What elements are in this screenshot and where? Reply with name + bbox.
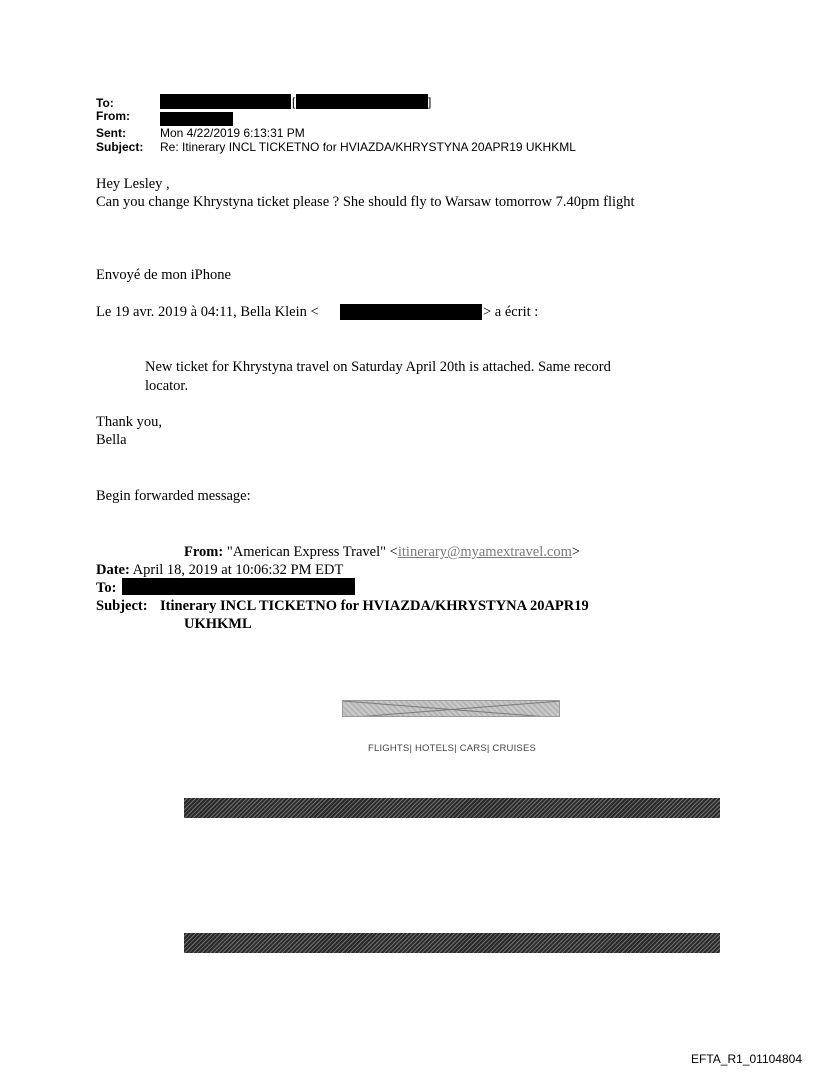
forwarded-from-label: From:: [184, 544, 224, 560]
forwarded-to-label: To:: [96, 580, 117, 596]
forwarded-date-line: [96, 561, 343, 579]
sender-name: Bella: [96, 432, 127, 448]
reply-message: Can you change Khrystyna ticket please ? She should fly to Warsaw tomorrow 7.40pm flight: [96, 194, 635, 210]
broken-image-icon: [342, 700, 560, 717]
redacted-from: [160, 112, 233, 126]
quote-intro: [96, 303, 319, 321]
sent-label: Sent:: [96, 126, 126, 140]
thanks: Thank you,: [96, 414, 163, 430]
sent-value: Mon 4/22/2019 6:13:31 PM: [160, 126, 305, 140]
forward-intro: Begin forwarded message:: [96, 488, 251, 504]
forwarded-from-close: >: [571, 544, 581, 560]
forwarded-from-line: [184, 543, 580, 561]
forwarded-date-label: Date:: [96, 562, 130, 578]
to-bracket-close: ]: [428, 95, 432, 109]
redacted-to-email: [296, 94, 428, 109]
quote-intro-after: > a écrit :: [483, 304, 539, 320]
forwarded-from-email-link[interactable]: itinerary@myamextravel.com: [397, 544, 572, 560]
subject-value: Re: Itinerary INCL TICKETNO for HVIAZDA/KHRYSTYNA 20APR19 UKHKML: [160, 140, 576, 154]
banner-bar-bottom: [184, 933, 720, 953]
redacted-to-name: [160, 94, 291, 109]
forwarded-from-name: "American Express Travel" <: [226, 544, 398, 560]
from-label: From:: [96, 109, 130, 123]
quoted-line-1: New ticket for Khrystyna travel on Saturday April 20th is attached. Same record: [145, 359, 611, 375]
subject-label: Subject:: [96, 140, 144, 154]
signature: Envoyé de mon iPhone: [96, 267, 231, 283]
banner-bar-top: [184, 798, 720, 818]
forwarded-subject-line-2: UKHKML: [184, 616, 252, 632]
forwarded-date-value: April 18, 2019 at 10:06:32 PM EDT: [132, 562, 344, 578]
travel-nav-links[interactable]: FLIGHTS| HOTELS| CARS| CRUISES: [367, 743, 537, 754]
broken-image-cross-icon: [343, 701, 560, 717]
to-label: To:: [96, 96, 114, 110]
quote-intro-before: Le 19 avr. 2019 à 04:11, Bella Klein <: [96, 304, 319, 320]
redacted-forwarded-to: [122, 578, 355, 595]
forwarded-subject-label: Subject:: [96, 598, 148, 614]
greeting: Hey Lesley ,: [96, 176, 170, 192]
redacted-sender-email: [340, 304, 482, 320]
forwarded-subject-line-1: Itinerary INCL TICKETNO for HVIAZDA/KHRYSTYNA 20APR19: [160, 598, 589, 614]
document-id: EFTA_R1_01104804: [691, 1052, 802, 1066]
quoted-line-2: locator.: [145, 378, 189, 394]
to-bracket-open: [: [292, 95, 296, 109]
